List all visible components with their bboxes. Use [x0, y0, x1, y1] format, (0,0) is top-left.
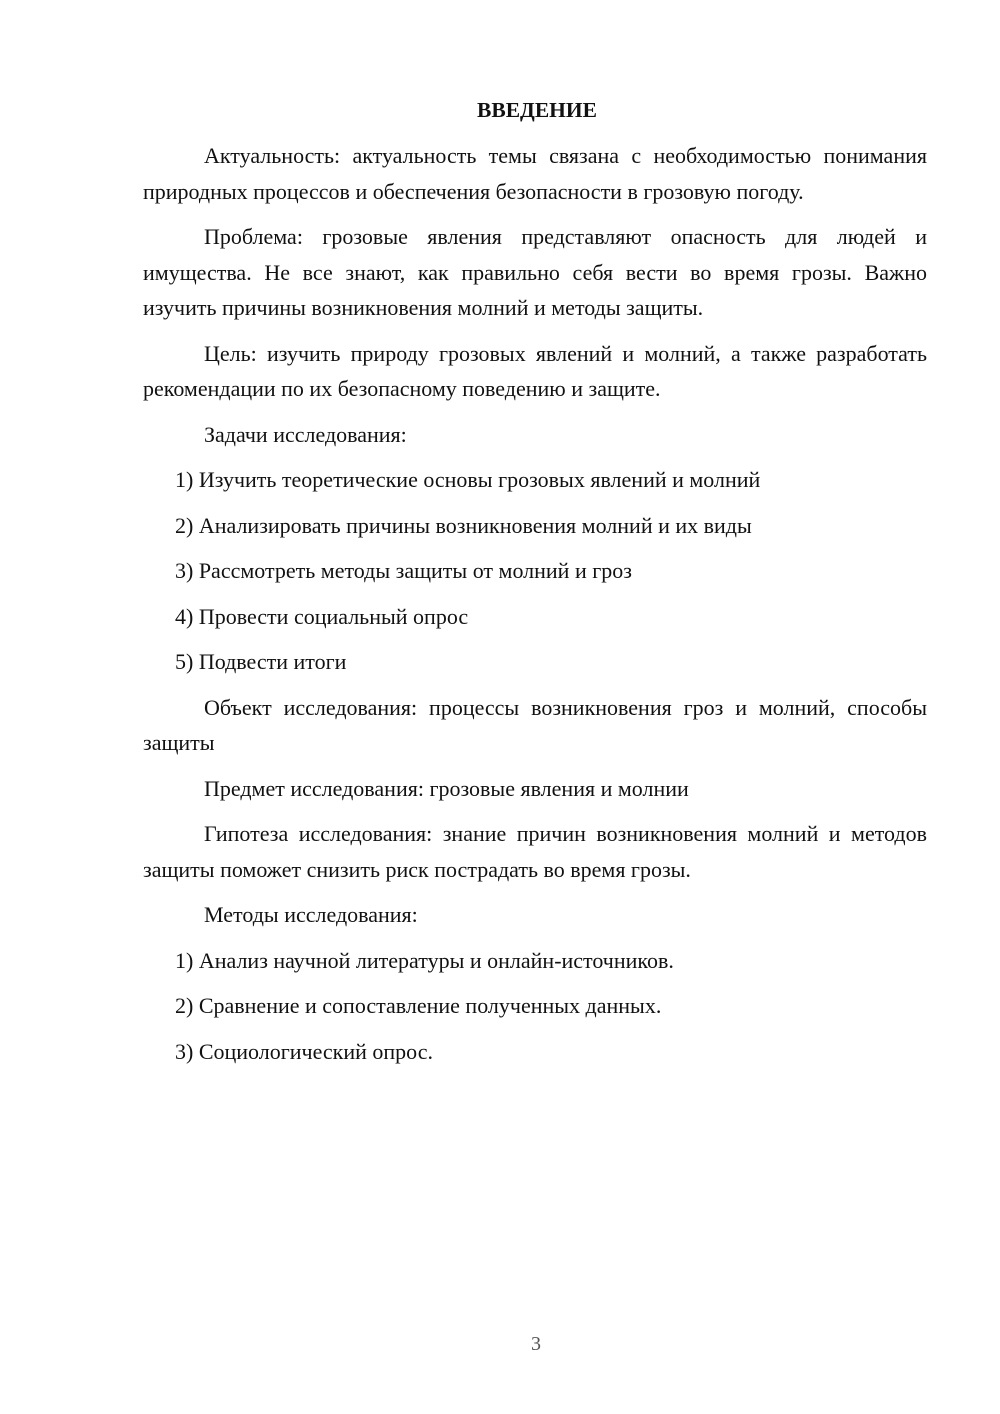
task-item: 4) Провести социальный опрос	[175, 603, 469, 629]
hypothesis-paragraph: Гипотеза исследования: знание причин возникновения молний и методов защиты поможет снизить риск пострадать во время грозы.	[143, 821, 927, 882]
goal-paragraph: Цель: изучить природу грозовых явлений и молний, а также разработать рекомендации по их безопасному поведению и защите.	[143, 340, 927, 401]
task-item: 3) Рассмотреть методы защиты от молний и гроз	[175, 558, 632, 583]
method-item: 1) Анализ научной литературы и онлайн-источников.	[175, 947, 674, 973]
methods-heading: Методы исследования:	[204, 902, 418, 927]
task-item: 1) Изучить теоретические основы грозовых явлений и молний	[175, 467, 761, 492]
relevance-paragraph: Актуальность: актуальность темы связана с необходимостью понимания природных процессов и обеспечения безопасности в грозовую погоду.	[143, 143, 927, 204]
methods-list	[143, 943, 927, 1070]
method-item: 2) Сравнение и сопоставление полученных данных.	[175, 993, 662, 1018]
document-body	[143, 96, 927, 1079]
page-number: 3	[531, 1333, 541, 1355]
method-item: 3) Социологический опрос.	[175, 1038, 433, 1064]
problem-paragraph: Проблема: грозовые явления представляют опасность для людей и имущества. Не все знают, как правильно себя вести во время грозы. Важно изучить причины возникновения молний и методы защиты.	[143, 224, 927, 320]
subject-paragraph: Предмет исследования: грозовые явления и молнии	[204, 775, 689, 801]
task-item: 2) Анализировать причины возникновения молний и их виды	[175, 512, 752, 538]
section-title: ВВЕДЕНИЕ	[477, 98, 597, 122]
task-item: 5) Подвести итоги	[175, 649, 347, 674]
object-paragraph: Объект исследования: процессы возникновения гроз и молний, способы защиты	[143, 694, 927, 755]
tasks-heading: Задачи исследования:	[204, 421, 407, 447]
tasks-list	[143, 462, 927, 680]
